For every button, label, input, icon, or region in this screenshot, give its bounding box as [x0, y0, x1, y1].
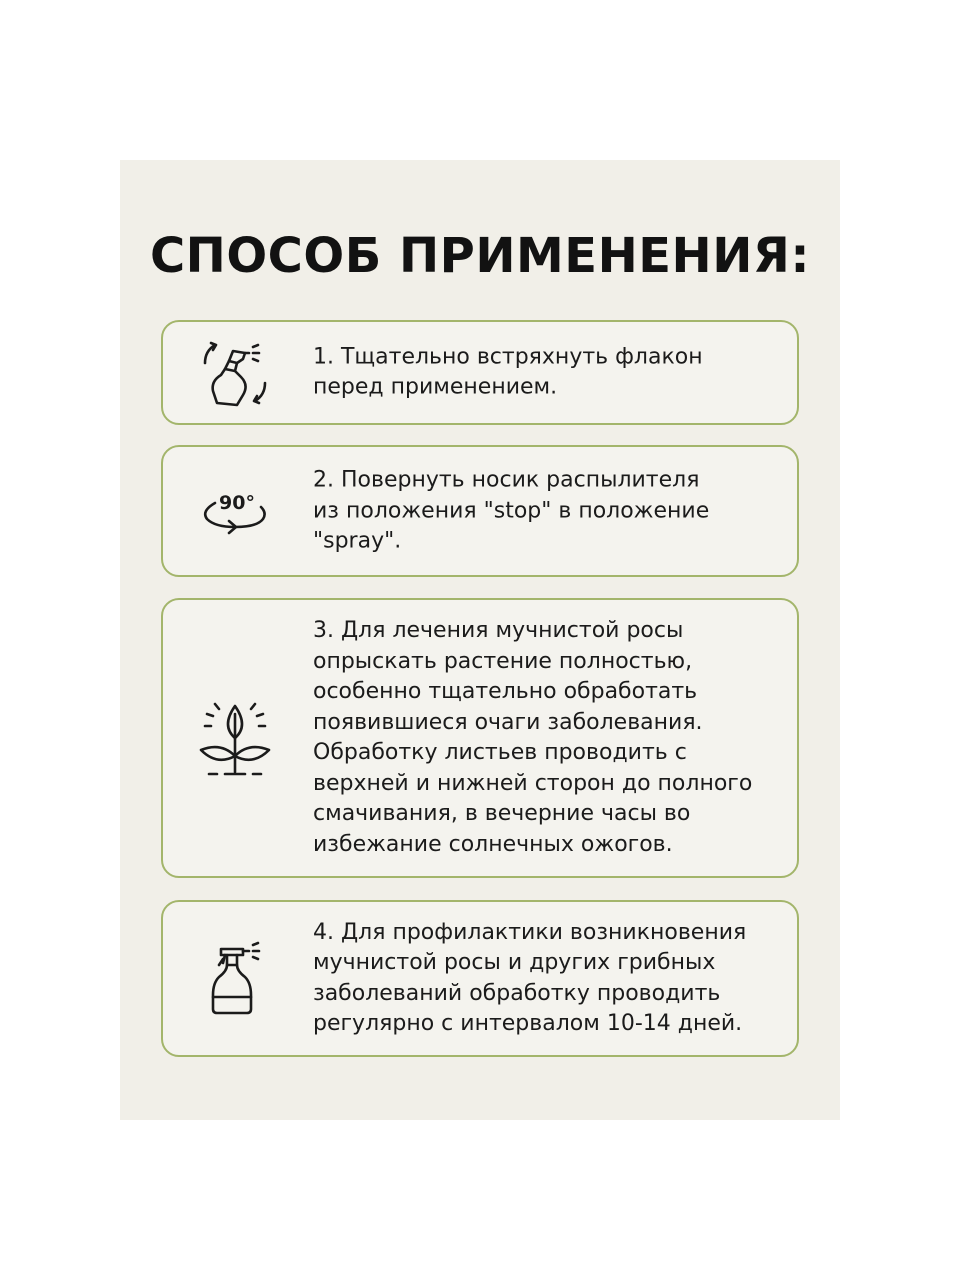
- step-2-text: 2. Повернуть носик распылителя из положения "stop" в положение "spray".: [313, 467, 710, 554]
- rotate-90-icon: [191, 467, 279, 555]
- step-1-text: 1. Тщательно встряхнуть флакон перед применением.: [313, 344, 703, 400]
- page-title: СПОСОБ ПРИМЕНЕНИЯ:: [149, 228, 811, 284]
- rotate-90-label: 90°: [219, 492, 255, 514]
- step-3-text: 3. Для лечения мучнистой росы опрыскать растение полностью, особенно тщательно обработать появившиеся очаги заболевания. Обработку листьев проводить с верхней и нижней сторон до полного смачивания, в вечерние часы во избежание солнечных ожогов.: [313, 618, 753, 857]
- step-4: [161, 900, 799, 1057]
- step-2: [161, 445, 799, 577]
- shake-bottle-icon: [191, 329, 279, 417]
- spray-bottle-icon: [191, 935, 279, 1023]
- instructions-card: [120, 160, 840, 1120]
- step-3: [161, 598, 799, 878]
- step-1: [161, 320, 799, 425]
- plant-icon: [191, 694, 279, 782]
- step-4-text: 4. Для профилактики возникновения мучнистой росы и других грибных заболеваний обработку проводить регулярно с интервалом 10-14 дней.: [313, 919, 747, 1036]
